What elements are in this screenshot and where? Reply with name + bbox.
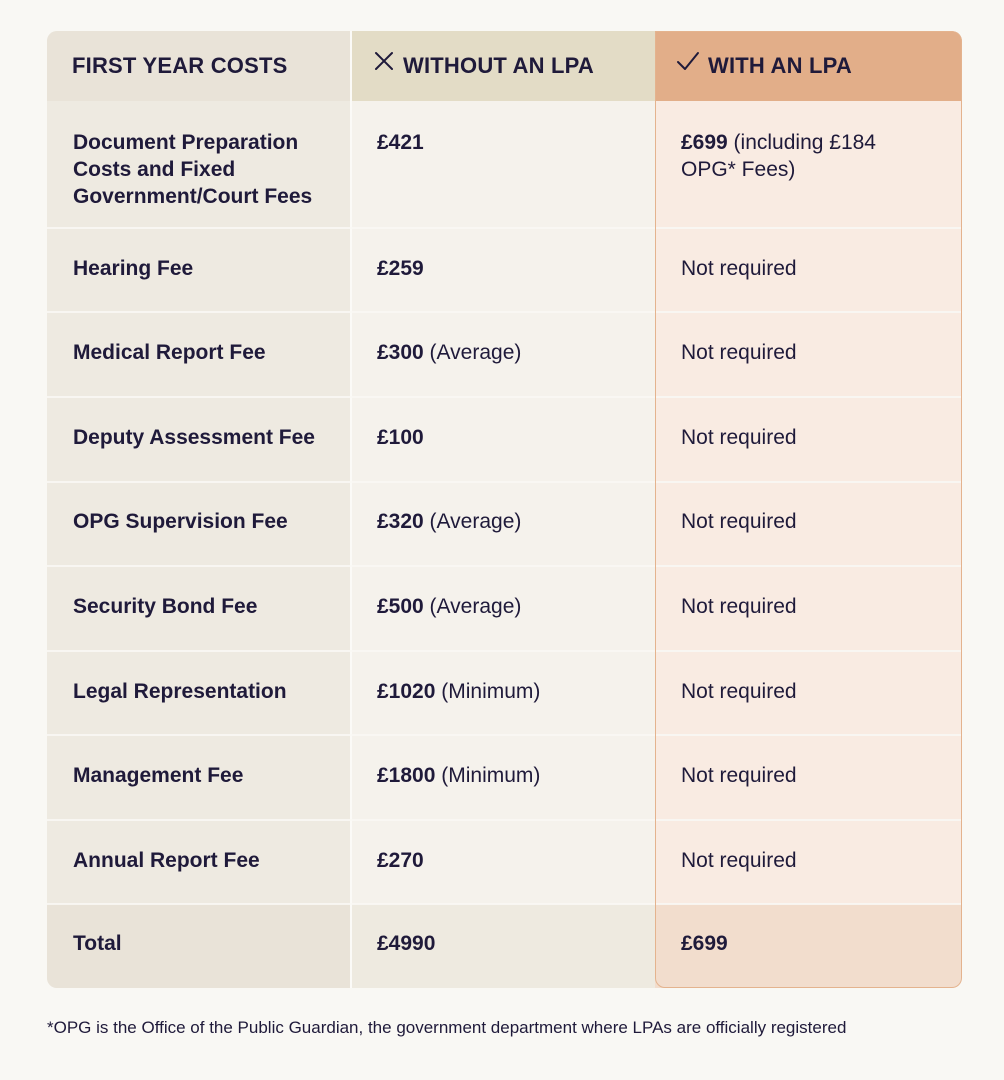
header-without-lpa-label: WITHOUT AN LPA xyxy=(403,53,594,78)
with-lpa-value: Not required xyxy=(681,510,797,533)
header-with-lpa-label: WITH AN LPA xyxy=(708,53,852,78)
row-label: Medical Report Fee xyxy=(73,341,266,364)
total-without-lpa: £4990 xyxy=(377,932,436,955)
total-label: Total xyxy=(73,932,122,955)
row-label: Legal Representation xyxy=(73,680,287,703)
with-lpa-value: Not required xyxy=(681,595,797,618)
header-first-year-costs: FIRST YEAR COSTS xyxy=(72,53,288,78)
row-label: Management Fee xyxy=(73,764,244,787)
without-lpa-value: £270 xyxy=(377,849,424,872)
without-lpa-value: £500 (Average) xyxy=(377,595,522,618)
table-header xyxy=(47,31,962,101)
column-divider xyxy=(350,31,352,988)
with-lpa-value: Not required xyxy=(681,680,797,703)
table-row xyxy=(47,652,962,734)
row-label: Document Preparation Costs and Fixed Government/Court Fees xyxy=(73,131,313,208)
table-row xyxy=(47,736,962,819)
table-row xyxy=(47,483,962,565)
with-lpa-value: Not required xyxy=(681,341,797,364)
row-label: Annual Report Fee xyxy=(73,849,260,872)
with-lpa-value: Not required xyxy=(681,849,797,872)
row-label: Hearing Fee xyxy=(73,257,194,280)
footnote: *OPG is the Office of the Public Guardian, the government department where LPAs are officially registered xyxy=(47,1018,847,1037)
without-lpa-value: £1800 (Minimum) xyxy=(377,764,541,787)
with-lpa-value: Not required xyxy=(681,257,797,280)
without-lpa-value: £300 (Average) xyxy=(377,341,522,364)
without-lpa-value: £259 xyxy=(377,257,424,280)
row-label: Deputy Assessment Fee xyxy=(73,426,315,449)
cross-icon xyxy=(373,31,395,100)
without-lpa-value: £421 xyxy=(377,131,424,154)
table-row xyxy=(47,101,962,227)
with-lpa-value: Not required xyxy=(681,764,797,787)
table-row xyxy=(47,229,962,311)
without-lpa-value: £100 xyxy=(377,426,424,449)
total-with-lpa: £699 xyxy=(681,932,728,955)
header-with-lpa xyxy=(655,31,962,102)
without-lpa-value: £1020 (Minimum) xyxy=(377,680,541,703)
with-lpa-value: £699 (including £184 OPG* Fees) xyxy=(681,131,876,181)
table-row xyxy=(47,313,962,396)
table-row xyxy=(47,821,962,903)
with-lpa-value: Not required xyxy=(681,426,797,449)
row-label: OPG Supervision Fee xyxy=(73,510,288,533)
header-without-lpa xyxy=(351,31,655,102)
total-row xyxy=(47,904,962,988)
check-icon xyxy=(676,31,700,100)
table-row xyxy=(47,567,962,650)
table-row xyxy=(47,398,962,481)
cost-comparison-table xyxy=(47,31,962,988)
without-lpa-value: £320 (Average) xyxy=(377,510,522,533)
row-label: Security Bond Fee xyxy=(73,595,258,618)
